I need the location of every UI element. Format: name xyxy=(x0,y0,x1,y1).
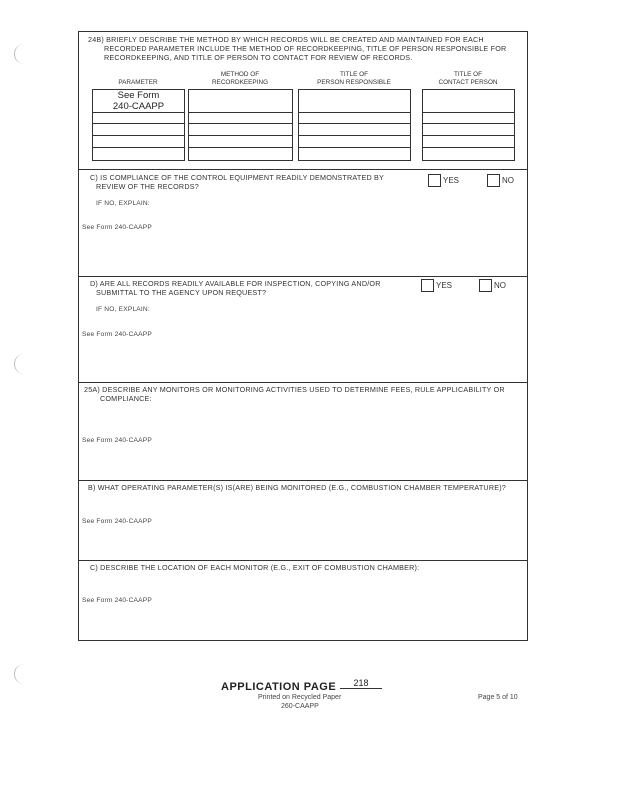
q24c-yes-label: YES xyxy=(443,176,460,185)
row-line xyxy=(298,123,411,124)
method-column[interactable] xyxy=(188,89,293,161)
q25a-answer[interactable]: See Form 240-CAAPP xyxy=(82,437,152,444)
q24b-label-line2: RECORDED PARAMETER INCLUDE THE METHOD OF RECORDKEEPING, TITLE OF PERSON RESPONSIBLE FOR xyxy=(104,44,507,53)
punch-mark-bottom xyxy=(14,664,29,684)
divider-25a xyxy=(78,382,528,383)
col-title-1: TITLE OF xyxy=(339,71,369,78)
q24c-no-checkbox[interactable] xyxy=(487,174,500,187)
row-line xyxy=(92,147,185,148)
q24c-label-line2: REVIEW OF THE RECORDS? xyxy=(96,182,199,191)
row-line xyxy=(92,123,185,124)
q25c-label: C) DESCRIBE THE LOCATION OF EACH MONITOR (E.G., EXIT OF COMBUSTION CHAMBER): xyxy=(90,563,420,572)
application-page-label: APPLICATION PAGE xyxy=(221,681,337,693)
q25c-answer[interactable]: See Form 240-CAAPP xyxy=(82,597,152,604)
row-line xyxy=(298,112,411,113)
row-line xyxy=(188,112,293,113)
col-contact-1: TITLE OF xyxy=(453,71,483,78)
person-responsible-column[interactable] xyxy=(298,89,411,161)
col-method-2: RECORDKEEPING xyxy=(211,79,269,86)
row-line xyxy=(188,147,293,148)
q24c-label: C) IS COMPLIANCE OF THE CONTROL EQUIPMENT READILY DEMONSTRATED BY xyxy=(90,173,385,182)
divider-24c xyxy=(78,169,528,170)
row-line xyxy=(298,135,411,136)
row-line xyxy=(422,135,515,136)
q24d-yes-checkbox[interactable] xyxy=(421,279,434,292)
q24d-no-checkbox[interactable] xyxy=(479,279,492,292)
punch-mark-top xyxy=(14,44,29,64)
row-line xyxy=(92,112,185,113)
q24b-label: 24B) BRIEFLY DESCRIBE THE METHOD BY WHICH RECORDS WILL BE CREATED AND MAINTAINED FOR EACH xyxy=(88,35,484,44)
divider-25b xyxy=(78,480,528,481)
q25b-label: B) WHAT OPERATING PARAMETER(S) IS(ARE) BEING MONITORED (E.G., COMBUSTION CHAMBER TEMPERATURE)? xyxy=(88,483,506,492)
q24c-if-no: IF NO, EXPLAIN: xyxy=(96,200,150,207)
row-line xyxy=(422,123,515,124)
row-line xyxy=(298,147,411,148)
parameter-value-line1: See Form xyxy=(117,90,160,101)
q24d-if-no: IF NO, EXPLAIN: xyxy=(96,306,150,313)
q24b-label-line3: RECORDKEEPING, AND TITLE OF PERSON TO CONTACT FOR REVIEW OF RECORDS. xyxy=(104,53,413,62)
q25b-answer[interactable]: See Form 240-CAAPP xyxy=(82,518,152,525)
q24c-no-label: NO xyxy=(502,176,514,185)
parameter-value-line2: 240-CAAPP xyxy=(112,101,165,112)
contact-person-column[interactable] xyxy=(422,89,515,161)
row-line xyxy=(188,123,293,124)
q24d-answer[interactable]: See Form 240-CAAPP xyxy=(82,331,152,338)
form-id: 260-CAAPP xyxy=(281,703,319,710)
q24d-no-label: NO xyxy=(494,281,506,290)
q25a-label-line2: COMPLIANCE: xyxy=(100,394,152,403)
application-page-number: 218 xyxy=(340,678,382,689)
divider-25c xyxy=(78,560,528,561)
q25a-label: 25A) DESCRIBE ANY MONITORS OR MONITORING ACTIVITIES USED TO DETERMINE FEES, RULE APPLICABILITY OR xyxy=(84,385,505,394)
row-line xyxy=(422,112,515,113)
page-of: Page 5 of 10 xyxy=(478,694,518,701)
row-line xyxy=(422,147,515,148)
q24d-yes-label: YES xyxy=(436,281,453,290)
col-contact-2: CONTACT PERSON xyxy=(438,79,498,86)
q24d-label-line2: SUBMITTAL TO THE AGENCY UPON REQUEST? xyxy=(96,288,267,297)
q24c-yes-checkbox[interactable] xyxy=(428,174,441,187)
q24c-answer[interactable]: See Form 240-CAAPP xyxy=(82,224,152,231)
row-line xyxy=(92,135,185,136)
col-parameter: PARAMETER xyxy=(118,79,158,86)
q24d-label: D) ARE ALL RECORDS READILY AVAILABLE FOR INSPECTION, COPYING AND/OR xyxy=(90,279,381,288)
printed-on-recycled: Printed on Recycled Paper xyxy=(258,694,342,701)
col-method-1: METHOD OF xyxy=(220,71,260,78)
row-line xyxy=(188,135,293,136)
punch-mark-middle xyxy=(14,354,29,374)
col-title-2: PERSON RESPONSIBLE xyxy=(317,79,391,86)
divider-24d xyxy=(78,276,528,277)
